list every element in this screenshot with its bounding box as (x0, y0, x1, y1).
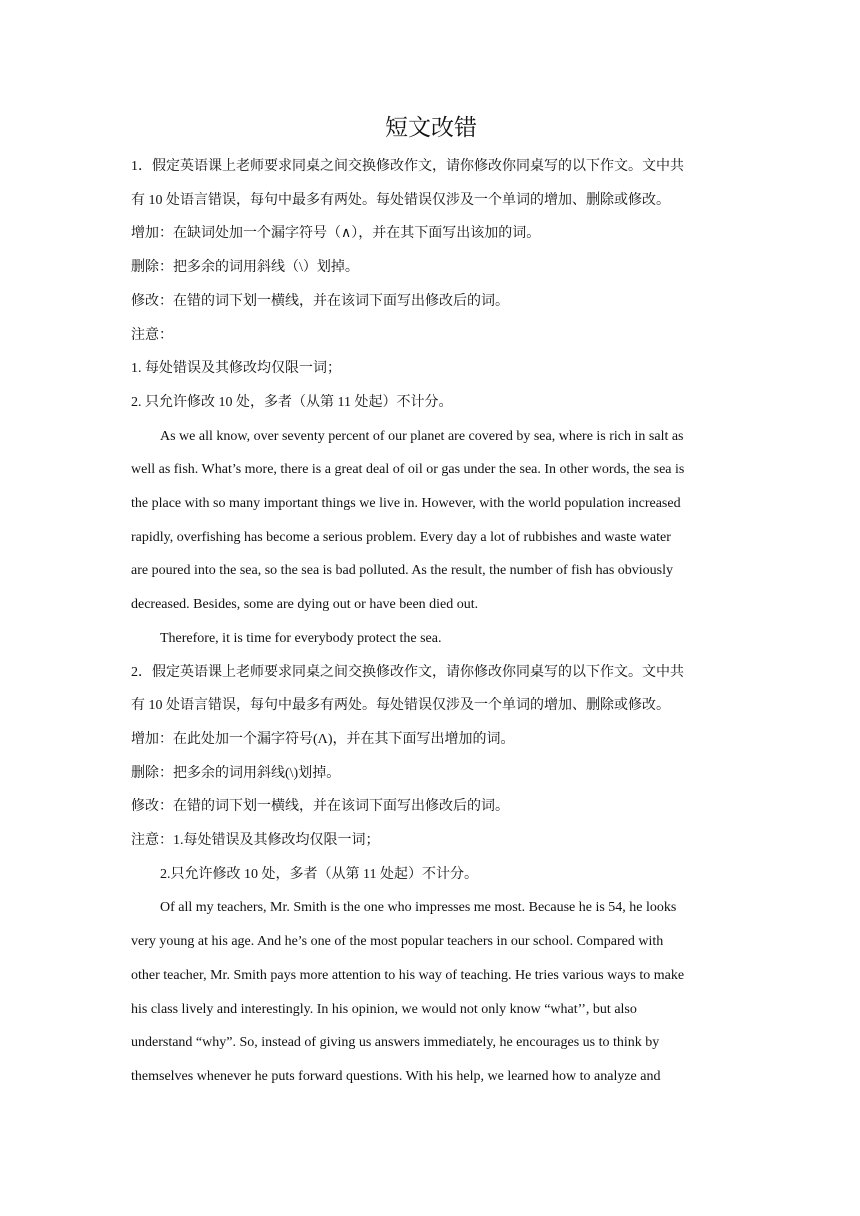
q2-note-1: 注意：1.每处错误及其修改均仅限一词； (131, 833, 380, 849)
q2-add-rule: 增加：在此处加一个漏字符号(Λ)，并在其下面写出增加的词。 (131, 731, 515, 747)
q1-passage-line: well as fish. What’s more, there is a great deal of oil or gas under the sea. In other words, the sea is (131, 462, 685, 478)
q1-note-1: 1. 每处错误及其修改均仅限一词； (131, 361, 341, 377)
q2-passage-line: Of all my teachers, Mr. Smith is the one who impresses me most. Because he is 54, he looks (160, 900, 677, 916)
q2-passage-line: his class lively and interestingly. In his opinion, we would not only know “what’’, but also (131, 1001, 637, 1017)
q1-modify-rule: 修改：在错的词下划一横线，并在该词下面写出修改后的词。 (131, 293, 509, 309)
q2-passage-line: very young at his age. And he’s one of the most popular teachers in our school. Compared with (131, 934, 664, 950)
q1-delete-rule: 删除：把多余的词用斜线（\）划掉。 (131, 260, 359, 276)
q2-instruction-line-2: 有 10 处语言错误，每句中最多有两处。每处错误仅涉及一个单词的增加、删除或修改。 (131, 698, 670, 714)
q1-passage-line: rapidly, overfishing has become a serious problem. Every day a lot of rubbishes and waste water (131, 529, 671, 545)
q1-add-rule: 增加：在缺词处加一个漏字符号（∧），并在其下面写出该加的词。 (131, 226, 541, 242)
q2-passage-line: understand “why”. So, instead of giving us answers immediately, he encourages us to think by (131, 1035, 660, 1051)
q1-instruction-line-1: 1．假定英语课上老师要求同桌之间交换修改作文，请你修改你同桌写的以下作文。文中共 (131, 159, 684, 174)
page-title: 短文改错 (385, 115, 477, 141)
q2-delete-rule: 删除：把多余的词用斜线(\)划掉。 (131, 765, 341, 781)
q1-passage-line: As we all know, over seventy percent of our planet are covered by sea, where is rich in salt as (160, 428, 684, 444)
q2-note-2: 2.只允许修改 10 处，多者（从第 11 处起）不计分。 (160, 866, 478, 882)
q1-instruction-line-2: 有 10 处语言错误，每句中最多有两处。每处错误仅涉及一个单词的增加、删除或修改。 (131, 192, 670, 208)
q1-passage-line: decreased. Besides, some are dying out or have been died out. (131, 597, 479, 613)
q1-passage-end: Therefore, it is time for everybody protect the sea. (160, 630, 442, 646)
q1-passage-line: are poured into the sea, so the sea is bad polluted. As the result, the number of fish has obviously (131, 563, 674, 579)
q1-note-2: 2. 只允许修改 10 处，多者（从第 11 处起）不计分。 (131, 394, 453, 410)
q1-note-heading: 注意： (131, 327, 173, 343)
question-1 (131, 150, 731, 656)
q2-modify-rule: 修改：在错的词下划一横线，并在该词下面写出修改后的词。 (131, 799, 509, 815)
q2-passage-line: other teacher, Mr. Smith pays more attention to his way of teaching. He tries various ways to make (131, 967, 685, 983)
question-2 (131, 656, 731, 1094)
q1-passage-line: the place with so many important things we live in. However, with the world population increased (131, 496, 681, 512)
q2-instruction-line-1: 2．假定英语课上老师要求同桌之间交换修改作文，请你修改你同桌写的以下作文。文中共 (131, 664, 684, 680)
document-page (131, 110, 731, 1094)
q2-passage-line: themselves whenever he puts forward questions. With his help, we learned how to analyze and (131, 1068, 661, 1084)
